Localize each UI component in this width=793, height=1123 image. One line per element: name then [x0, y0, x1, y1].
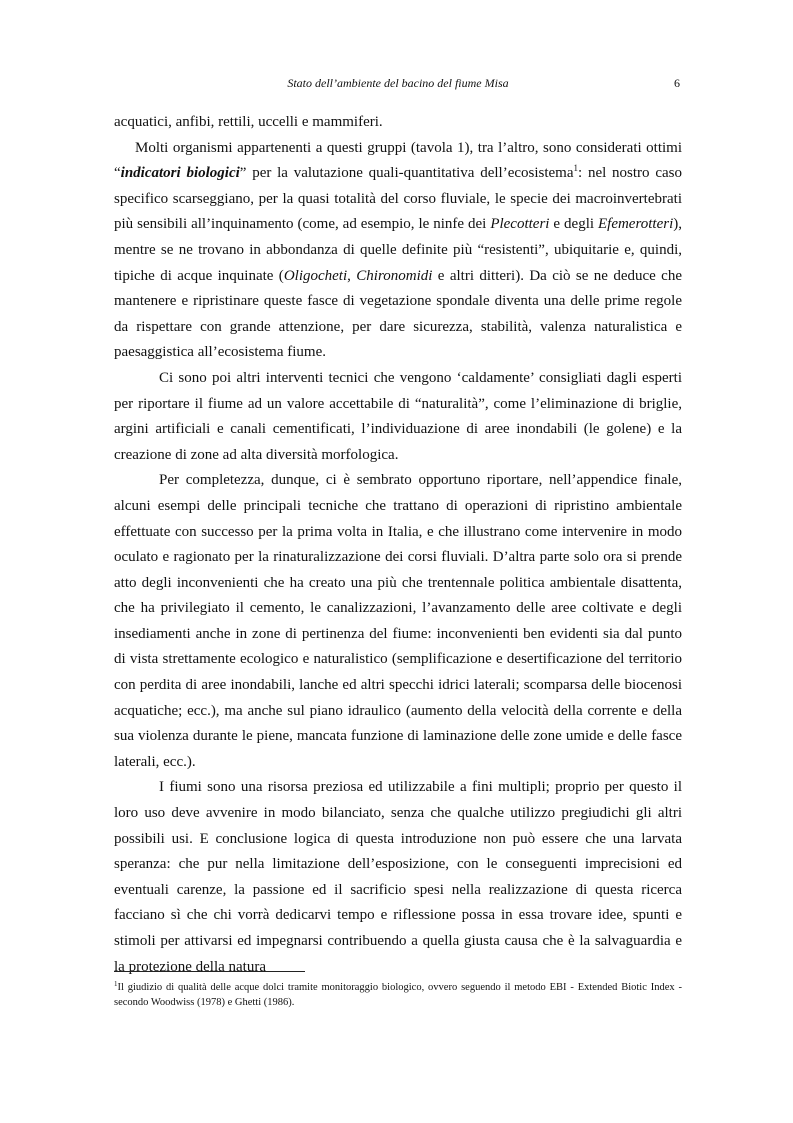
footnote	[114, 980, 682, 1010]
term-chironomidi: Chironomidi	[356, 267, 433, 284]
footnote-text: Il giudizio di qualità delle acque dolci tramite monitoraggio biologico, ovvero seguendo il metodo EBI - Extended Biotic Index - secondo Woodwiss (1978) e Ghetti (1986).	[114, 982, 682, 1008]
page-number: 6	[674, 76, 680, 90]
running-header	[114, 76, 682, 94]
term-efemerotteri: Efemerotteri	[597, 216, 674, 233]
header-title: Stato dell’ambiente del bacino del fiume Misa	[287, 76, 509, 90]
footnote-marker: 1	[114, 980, 118, 988]
paragraph-indicators: Molti organismi appartenenti a questi gruppi (tavola 1), tra l’altro, sono considerati ottimi “indicatori biologici” per la valutazione quali-quantitativa dell’ecosistema$^1$: nel nostro caso specifico scarseggiano, per la quasi totalità del corso fluviale, le specie dei macroinvertebrati più sensibili all’inquinamento (come, ad esempio, le ninfe dei Plecotteri e degli Efemerotteri), mentre se ne trovano in abbondanza di quelle definite più “resistenti”, ubiquitarie e, quindi, tipiche di acque inquinate (Oligocheti, Chironomidi e altri ditteri). Da ciò se ne deduce che mantenere e ripristinare queste fasce di vegetazione spondale diventa una delle prime regole da rispettare con grande attenzione, per dare sicurezza, stabilità, valenza naturalistica e paesaggistica all’ecosistema fiume.	[114, 139, 682, 361]
term-indicatori-biologici: indicatori biologici	[120, 165, 240, 182]
paragraph-interventi: Ci sono poi altri interventi tecnici che vengono ‘caldamente’ consigliati dagli esperti per riportare il fiume ad un valore accettabile di “naturalità”, come l’eliminazione di briglie, argini artificiali e canali cementificati, l’individuazione di aree inondabili (le golene) e la creazione di zone ad alta diversità morfologica.	[114, 369, 682, 463]
footnote-divider	[114, 971, 305, 972]
footnote-ref[interactable]: 1	[573, 163, 579, 174]
paragraph-completezza: Per completezza, dunque, ci è sembrato opportuno riportare, nell’appendice finale, alcuni esempi delle principali tecniche che trattano di operazioni di ripristino ambientale effettuate con successo per la prima volta in Italia, e che illustrano come intervenire in modo oculato e ragionato per la rinaturalizzazione dei corsi fluviali. D’altra parte solo ora si prende atto degli inconvenienti che ha creato una più che trentennale politica ambientale disattenta, che ha privilegiato il cemento, le canalizzazioni, l’avanzamento delle aree coltivate e degli insediamenti anche in zone di pertinenza del fiume: inconvenienti ben evidenti sia dal punto di vista strettamente ecologico e naturalistico (semplificazione e desertificazione del territorio con perdita di aree inondabili, lanche ed altri specchi idrici laterali; scomparsa delle biocenosi acquatiche; ecc.), ma anche sul piano idraulico (aumento della velocità della corrente e della sua violenza durante le piene, mancata funzione di laminazione delle zone umide e delle fasce laterali, ecc.).	[114, 472, 682, 770]
paragraph-continuation: acquatici, anfibi, rettili, uccelli e mammiferi.	[114, 114, 383, 130]
term-oligocheti: Oligocheti	[283, 267, 348, 284]
body-text	[114, 110, 682, 980]
term-plecotteri: Plecotteri	[490, 216, 550, 233]
paragraph-fiumi: I fiumi sono una risorsa preziosa ed utilizzabile a fini multipli; proprio per questo il loro uso deve avvenire in modo bilanciato, senza che qualche utilizzo pregiudichi gli altri possibili usi. E conclusione logica di questa introduzione non può essere che una larvata speranza: che pur nella limitazione dell’esposizione, con le conseguenti imprecisioni ed eventuali carenze, la passione ed il sacrificio spesi nella realizzazione di questa ricerca facciano sì che chi vorrà dedicarvi tempo e riflessione possa in essa trovare idee, spunti e stimoli per attivarsi ed impegnarsi contribuendo a quella giusta causa che è la salvaguardia e la protezione della natura	[114, 779, 682, 975]
